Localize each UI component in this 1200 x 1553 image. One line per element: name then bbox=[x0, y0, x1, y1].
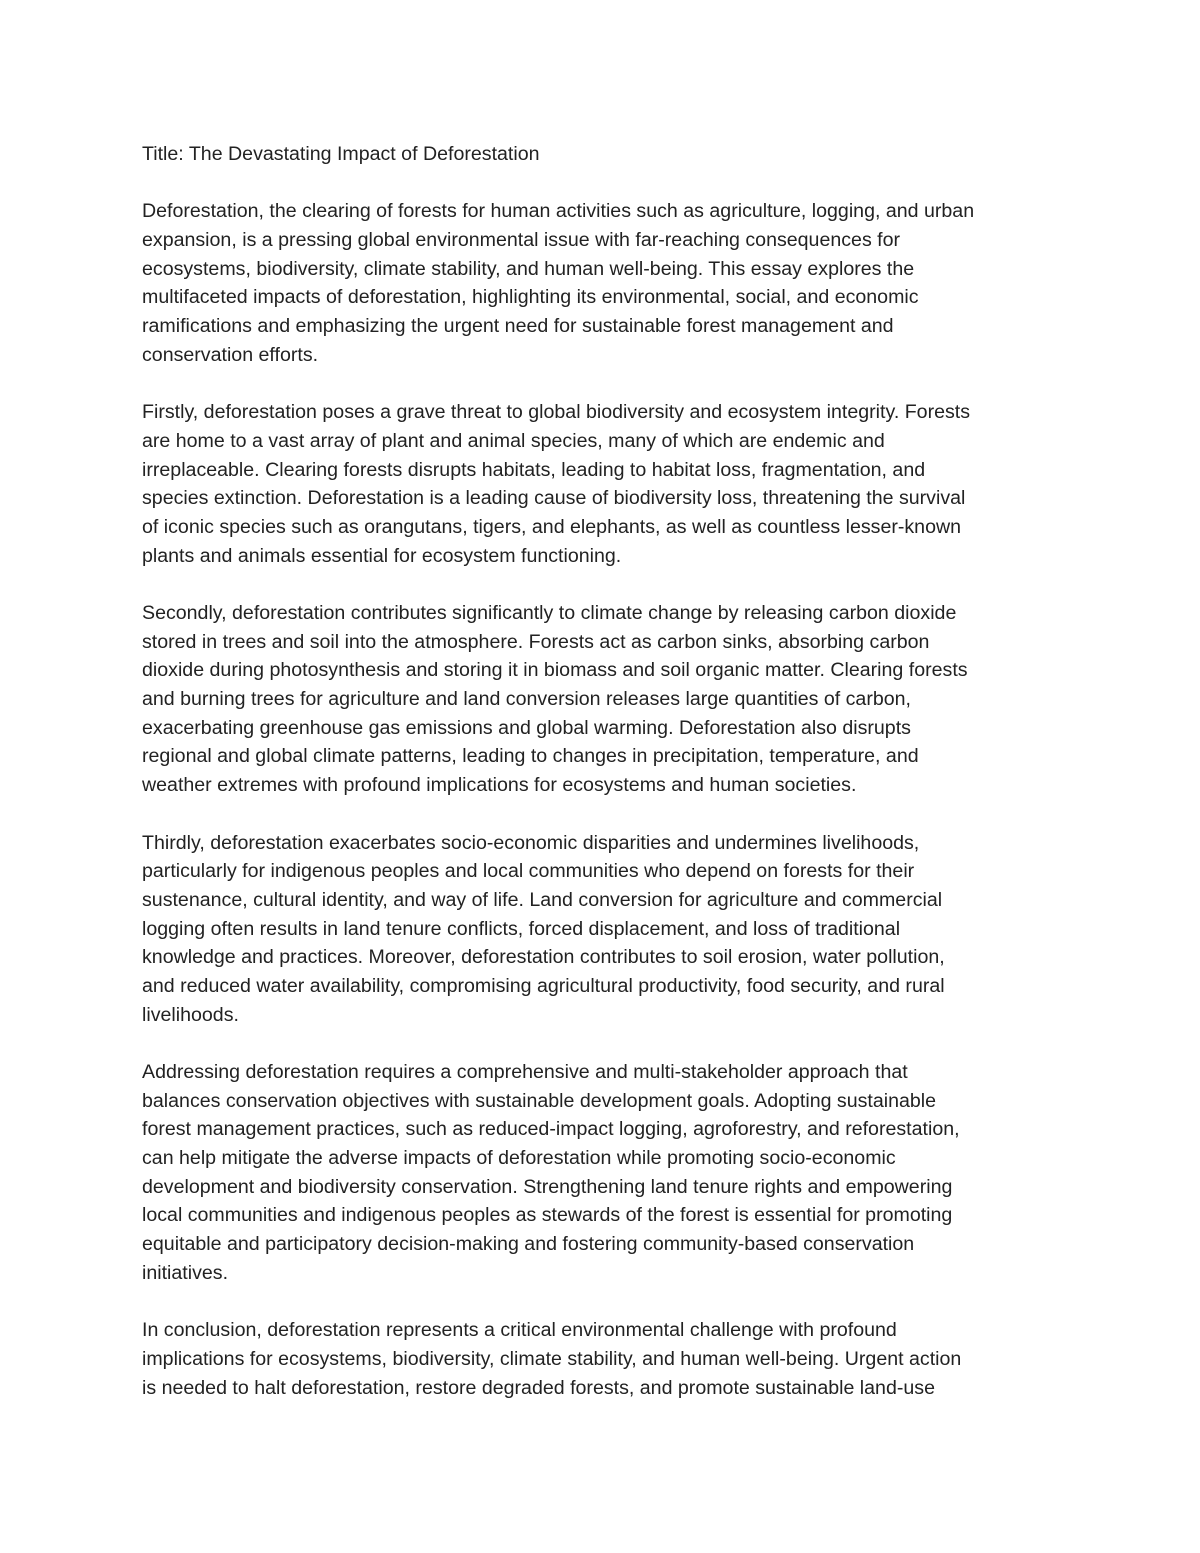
paragraph-line: development and biodiversity conservation. Strengthening land tenure rights and empowering bbox=[142, 1175, 953, 1198]
paragraph-line: Deforestation, the clearing of forests for human activities such as agriculture, logging, and urban bbox=[142, 200, 975, 223]
paragraph-line: balances conservation objectives with sustainable development goals. Adopting sustainable bbox=[142, 1089, 937, 1112]
paragraph bbox=[142, 599, 1062, 800]
paragraph-line: sustenance, cultural identity, and way of life. Land conversion for agriculture and commercial bbox=[142, 888, 943, 911]
paragraph bbox=[142, 1058, 1062, 1288]
paragraph-line: Firstly, deforestation poses a grave threat to global biodiversity and ecosystem integrity. Forests bbox=[142, 401, 971, 424]
paragraph-line: weather extremes with profound implications for ecosystems and human societies. bbox=[142, 774, 857, 797]
paragraph-line: logging often results in land tenure conflicts, forced displacement, and loss of traditional bbox=[142, 917, 901, 940]
paragraph-line: livelihoods. bbox=[142, 1003, 239, 1026]
paragraph-line: expansion, is a pressing global environmental issue with far-reaching consequences for bbox=[142, 229, 901, 252]
paragraph-list bbox=[142, 197, 1062, 1402]
paragraph-line: Secondly, deforestation contributes significantly to climate change by releasing carbon dioxide bbox=[142, 602, 957, 624]
paragraph-line: stored in trees and soil into the atmosphere. Forests act as carbon sinks, absorbing carbon bbox=[142, 630, 930, 653]
paragraph-line: In conclusion, deforestation represents a critical environmental challenge with profound bbox=[142, 1319, 897, 1342]
paragraph bbox=[142, 197, 1062, 369]
paragraph-line: are home to a vast array of plant and animal species, many of which are endemic and bbox=[142, 429, 885, 452]
paragraph bbox=[142, 398, 1062, 570]
paragraph-line: conservation efforts. bbox=[142, 343, 319, 366]
paragraph-line: species extinction. Deforestation is a leading cause of biodiversity loss, threatening the survival bbox=[142, 487, 966, 510]
paragraph-line: can help mitigate the adverse impacts of deforestation while promoting socio-economic bbox=[142, 1147, 896, 1170]
paragraph-line: ecosystems, biodiversity, climate stability, and human well-being. This essay explores the bbox=[142, 257, 915, 280]
paragraph-line: regional and global climate patterns, leading to changes in precipitation, temperature, and bbox=[142, 745, 919, 768]
paragraph-line: initiatives. bbox=[142, 1261, 229, 1284]
paragraph-line: is needed to halt deforestation, restore degraded forests, and promote sustainable land-use bbox=[142, 1376, 935, 1399]
paragraph bbox=[142, 1316, 1062, 1402]
paragraph-line: knowledge and practices. Moreover, deforestation contributes to soil erosion, water pollution, bbox=[142, 946, 945, 969]
paragraph-line: dioxide during photosynthesis and storing it in biomass and soil organic matter. Clearing forests bbox=[142, 659, 968, 682]
paragraph-line: exacerbating greenhouse gas emissions and global warming. Deforestation also disrupts bbox=[142, 716, 911, 739]
paragraph-line: forest management practices, such as reduced-impact logging, agroforestry, and reforestation, bbox=[142, 1118, 960, 1141]
paragraph-line: local communities and indigenous peoples as stewards of the forest is essential for promoting bbox=[142, 1204, 953, 1227]
paragraph-line: multifaceted impacts of deforestation, highlighting its environmental, social, and economic bbox=[142, 286, 919, 309]
paragraph bbox=[142, 829, 1062, 1030]
paragraph-line: ramifications and emphasizing the urgent need for sustainable forest management and bbox=[142, 315, 894, 338]
paragraph-line: of iconic species such as orangutans, tigers, and elephants, as well as countless lesser-known bbox=[142, 515, 962, 538]
paragraph-line: irreplaceable. Clearing forests disrupts habitats, leading to habitat loss, fragmentation, and bbox=[142, 458, 926, 481]
paragraph-line: implications for ecosystems, biodiversity, climate stability, and human well-being. Urgent action bbox=[142, 1347, 962, 1370]
paragraph-line: particularly for indigenous peoples and local communities who depend on forests for their bbox=[142, 860, 915, 883]
paragraph-line: Addressing deforestation requires a comprehensive and multi-stakeholder approach that bbox=[142, 1061, 908, 1083]
paragraph-line: Thirdly, deforestation exacerbates socio-economic disparities and undermines livelihoods, bbox=[142, 831, 920, 854]
paragraph-line: equitable and participatory decision-making and fostering community-based conservation bbox=[142, 1233, 915, 1256]
document-title: Title: The Devastating Impact of Deforestation bbox=[142, 143, 540, 165]
paragraph-line: plants and animals essential for ecosystem functioning. bbox=[142, 544, 622, 567]
paragraph-line: and reduced water availability, compromising agricultural productivity, food security, and rural bbox=[142, 974, 945, 997]
paragraph-line: and burning trees for agriculture and land conversion releases large quantities of carbon, bbox=[142, 688, 911, 711]
document-body bbox=[142, 140, 1062, 1402]
